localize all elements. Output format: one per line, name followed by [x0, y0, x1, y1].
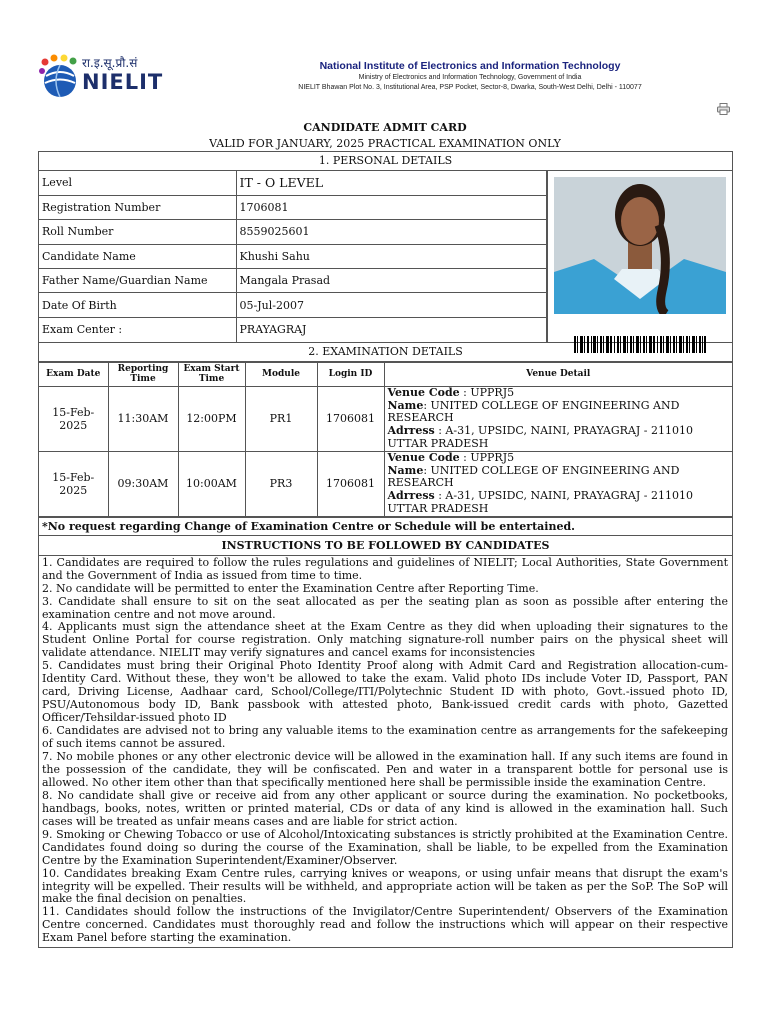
table-row: [39, 293, 547, 317]
venue-detail: Venue Code : UPPRJ5 Name: UNITED COLLEGE OF ENGINEERING AND RESEARCH Adrress : A-31, UPSIDC, NAINI, PRAYAGRAJ - 211010 UTTAR PRADESH: [384, 451, 732, 516]
photo-cell: [547, 171, 732, 342]
start-time: 10:00AM: [178, 451, 245, 516]
column-header: Exam Date: [39, 362, 108, 386]
admit-card-title: CANDIDATE ADMIT CARD: [303, 121, 467, 134]
venue-code: UPPRJ5: [470, 385, 515, 399]
personal-details-table: [39, 171, 547, 342]
printer-icon[interactable]: [717, 103, 730, 115]
field-label: Candidate Name: [39, 244, 236, 268]
field-label: Date Of Birth: [39, 293, 236, 317]
org-ministry: Ministry of Electronics and Information Technology, Government of India: [358, 74, 582, 81]
column-header: Venue Detail: [384, 362, 732, 386]
column-header: Exam Start Time: [178, 362, 245, 386]
field-value-name: Khushi Sahu: [236, 244, 547, 268]
exam-details-table: [39, 362, 732, 517]
reporting-time: 09:30AM: [108, 451, 178, 516]
column-header: Reporting Time: [108, 362, 178, 386]
venue-name: UNITED COLLEGE OF ENGINEERING AND RESEARCH: [387, 463, 680, 490]
field-label: Registration Number: [39, 195, 236, 219]
column-header: Login ID: [317, 362, 384, 386]
table-row: [39, 195, 547, 219]
instructions-list: [39, 556, 732, 948]
logo-name-text: NIELIT: [82, 70, 164, 94]
instruction-item: 4. Applicants must sign the attendance sheet at the Exam Centre as they did when uploading their signatures to the Student Online Portal for course registration. Only matching signature-roll number pairs on the physical sheet will validate attendance. NIELIT may verify signatures and cancel exams for inconsistencies: [42, 620, 728, 660]
table-row: [39, 451, 732, 516]
table-header-row: [39, 362, 732, 386]
venue-code-label: Venue Code: [387, 385, 460, 399]
instruction-item: 10. Candidates breaking Exam Centre rules, carrying knives or weapons, or using unfair means that disrupt the exam's integrity will be expelled. Their results will be withheld, and appropriate action will be taken as per the SoP. The SoP will make the final decision on penalties.: [42, 866, 728, 906]
nielit-logo: [38, 52, 162, 104]
instruction-item: 5. Candidates must bring their Original Photo Identity Proof along with Admit Card and Registration allocation-cum-Identity Card. Without these, they won't be allowed to take the exam. Valid photo IDs include Voter ID, Passport, PAN card, Driving License, Aadhaar card, School/College/ITI/Polytechnic Student ID with photo, Govt.-issued photo ID, PSU/Autonomous body ID, Bank passbook with attested photo, Bank-issued credit cards with photo, Gazetted Officer/Tehsildar-issued photo ID: [42, 659, 728, 725]
org-title: National Institute of Electronics and Information Technology: [319, 60, 621, 72]
field-value-level: IT - O LEVEL: [236, 171, 547, 195]
barcode-icon: [574, 336, 706, 353]
table-row: [39, 171, 547, 195]
instruction-item: 11. Candidates should follow the instructions of the Invigilator/Centre Superintendent/ Observers of the Examination Centre concerned. Candidates must thoroughly read and follow the instructions which will appear on their respective Exam Panel before starting the examination.: [42, 905, 728, 945]
venue-address: A-31, UPSIDC, NAINI, PRAYAGRAJ - 211010 UTTAR PRADESH: [387, 489, 693, 515]
venue-code-label: Venue Code: [387, 450, 460, 464]
table-row: [39, 317, 547, 341]
login-id: 1706081: [317, 451, 384, 516]
column-header: Module: [245, 362, 317, 386]
instruction-item: 6. Candidates are advised not to bring any valuable items to the examination centre as arrangements for the safekeeping of such items cannot be assured.: [42, 724, 728, 751]
field-label: Exam Center :: [39, 317, 236, 341]
table-row: [39, 386, 732, 451]
field-value-center: PRAYAGRAJ: [236, 317, 547, 341]
venue-name: UNITED COLLEGE OF ENGINEERING AND RESEARCH: [387, 398, 680, 425]
exam-date: 15-Feb-2025: [39, 451, 108, 516]
start-time: 12:00PM: [178, 386, 245, 451]
exam-details-heading: 2. EXAMINATION DETAILS: [39, 343, 732, 362]
schedule-change-note: *No request regarding Change of Examination Centre or Schedule will be entertained.: [39, 517, 732, 536]
admit-card-validity: VALID FOR JANUARY, 2025 PRACTICAL EXAMINATION ONLY: [209, 137, 561, 150]
exam-date: 15-Feb-2025: [39, 386, 108, 451]
personal-details-section: [39, 171, 732, 343]
field-value-registration: 1706081: [236, 195, 547, 219]
login-id: 1706081: [317, 386, 384, 451]
module: PR1: [245, 386, 317, 451]
field-label: Roll Number: [39, 220, 236, 244]
venue-address-label: Adrress: [387, 424, 435, 438]
candidate-photo-image: [554, 177, 726, 314]
venue-address: A-31, UPSIDC, NAINI, PRAYAGRAJ - 211010 UTTAR PRADESH: [387, 424, 693, 450]
reporting-time: 11:30AM: [108, 386, 178, 451]
instruction-item: 1. Candidates are required to follow the rules regulations and guidelines of NIELIT; Local Authorities, State Government and the Government of India as issued from time to time.: [42, 555, 728, 582]
admit-card: [38, 151, 733, 948]
instruction-item: 8. No candidate shall give or receive aid from any other applicant or source during the examination. No pocketbooks, handbags, books, notes, written or printed material, CDs or data of any kind is allowed in the examination hall. Such cases will be treated as unfair means cases and are liable for strict action.: [42, 788, 728, 828]
field-label: Father Name/Guardian Name: [39, 269, 236, 293]
logo-hindi-text: रा.इ.सू.प्रौ.सं: [82, 56, 138, 70]
org-address: NIELIT Bhawan Plot No. 3, Institutional Area, PSP Pocket, Sector-8, Dwarka, South-West Delhi, Delhi - 110077: [298, 84, 642, 91]
instruction-item: 9. Smoking or Chewing Tobacco or use of Alcohol/Intoxicating substances is strictly prohibited at the Examination Centre. Candidates found doing so during the course of the Examination, shall be liable, to be expelled from the Examination Centre by the Examination Superintendent/Examiner/Observer.: [42, 827, 728, 867]
table-row: [39, 244, 547, 268]
instructions-heading: INSTRUCTIONS TO BE FOLLOWED BY CANDIDATES: [39, 536, 732, 556]
nielit-globe-icon: [38, 52, 82, 102]
venue-name-label: Name: [387, 398, 424, 412]
instruction-item: 7. No mobile phones or any other electronic device will be allowed in the examination hall. If any such items are found in the possession of the candidate, they will be confiscated. Pen and water in a transparent bottle for personal use is allowed. No other item other than that specifically mentioned here shall be permissible inside the examination Centre.: [42, 750, 728, 789]
instruction-item: 3. Candidate shall ensure to sit on the seat allocated as per the seating plan as soon as possible after entering the examination centre and not move around.: [42, 594, 728, 621]
field-label: Level: [39, 171, 236, 195]
venue-name-label: Name: [387, 463, 424, 477]
field-value-guardian: Mangala Prasad: [236, 269, 547, 293]
module: PR3: [245, 451, 317, 516]
venue-detail: Venue Code : UPPRJ5 Name: UNITED COLLEGE OF ENGINEERING AND RESEARCH Adrress : A-31, UPSIDC, NAINI, PRAYAGRAJ - 211010 UTTAR PRADESH: [384, 386, 732, 451]
venue-code: UPPRJ5: [470, 450, 515, 464]
instruction-item: 2. No candidate will be permitted to enter the Examination Centre after Reporting Time.: [42, 581, 539, 595]
personal-details-heading: 1. PERSONAL DETAILS: [39, 152, 732, 171]
table-row: [39, 220, 547, 244]
venue-address-label: Adrress: [387, 489, 435, 503]
table-row: [39, 269, 547, 293]
field-value-dob: 05-Jul-2007: [236, 293, 547, 317]
field-value-roll: 8559025601: [236, 220, 547, 244]
candidate-photo: [554, 177, 726, 314]
